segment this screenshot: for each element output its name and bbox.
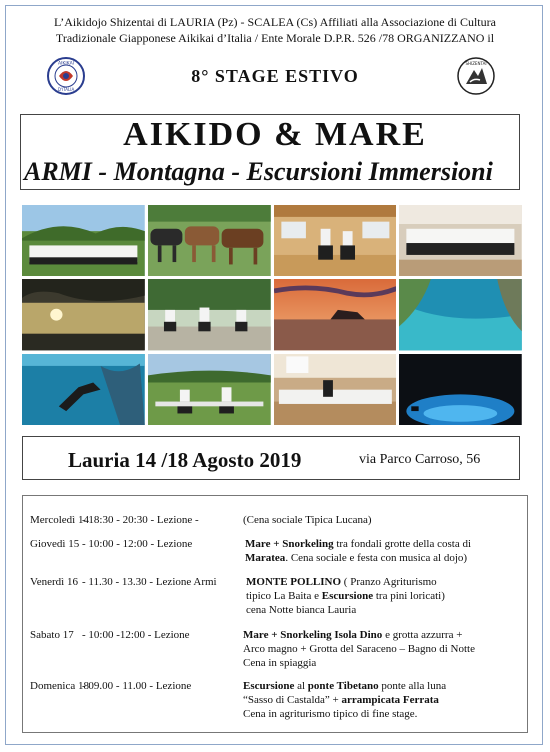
- schedule-time: - 09.00 - 11.00 - Lezione: [82, 680, 192, 692]
- schedule-detail-text: tipico La Baita e: [246, 590, 322, 602]
- photo-grid: [22, 205, 522, 425]
- schedule-detail-line: [243, 513, 372, 527]
- header-line-1: L’Aikidojo Shizentai di LAURIA (Pz) - SCALEA (Cs) Affiliati alla Associazione di Cultura: [54, 15, 496, 29]
- photo-turquoise-sea: [399, 279, 522, 350]
- schedule-detail-text: “Sasso di Castalda” +: [243, 694, 342, 706]
- schedule-detail-highlight: Escursione: [243, 680, 295, 692]
- photo-dojo-seated: [274, 354, 397, 425]
- header: [0, 14, 550, 46]
- schedule-day: Mercoledì 14: [30, 514, 89, 526]
- schedule-detail-highlight: Maratea: [245, 552, 286, 564]
- schedule-detail-line: [243, 628, 462, 642]
- subtitle: ARMI - Montagna - Escursioni Immersioni: [24, 157, 493, 186]
- schedule-detail-highlight: Mare + Snorkeling Isola Dino: [243, 629, 383, 641]
- schedule-detail-line: [243, 656, 316, 670]
- schedule-detail-text: (Cena sociale Tipica Lucana): [243, 514, 372, 526]
- schedule-day: Domenica 18: [30, 680, 89, 692]
- schedule-detail-text: tra fondali grotte della costa di: [333, 538, 472, 550]
- schedule-detail-text: Cena in spiaggia: [243, 657, 317, 669]
- photo-sword-practice: [274, 205, 397, 276]
- schedule-detail-text: cena Notte bianca Lauria: [246, 604, 357, 616]
- schedule-detail-line: [245, 551, 467, 565]
- photo-sunset-pines: [22, 279, 145, 350]
- schedule-detail-highlight: Mare + Snorkeling: [245, 538, 334, 550]
- logo-left-bottom-text: D'ITALIA: [57, 87, 75, 92]
- schedule-detail-text: Cena in agriturismo tipico di fine stage.: [243, 708, 418, 720]
- schedule-detail-line: [246, 589, 445, 603]
- schedule-detail-line: [243, 693, 439, 707]
- schedule-time: - 10:00 -12:00 - Lezione: [82, 629, 190, 641]
- photo-sea-cave: [399, 354, 522, 425]
- photo-underwater-diver: [22, 354, 145, 425]
- schedule-detail-text: . Cena sociale e festa con musica al dojo): [285, 552, 468, 564]
- schedule-detail-highlight: ponte Tibetano: [307, 680, 379, 692]
- event-address: via Parco Carroso, 56: [359, 452, 481, 467]
- schedule-detail-line: [243, 707, 417, 721]
- schedule-detail-line: [246, 603, 356, 617]
- schedule-detail-line: [243, 642, 475, 656]
- photo-horses: [148, 205, 271, 276]
- schedule-time: - 18:30 - 20:30 - Lezione -: [82, 514, 199, 526]
- schedule-day: Venerdì 16: [30, 576, 78, 588]
- schedule-detail-line: [243, 679, 446, 693]
- schedule-detail-line: [245, 537, 471, 551]
- schedule-detail-text: ponte alla luna: [378, 680, 447, 692]
- event-date: Lauria 14 /18 Agosto 2019: [68, 448, 302, 472]
- logo-left-top-text: AIKIKAI: [58, 61, 74, 67]
- schedule-detail-highlight: Escursione: [321, 590, 374, 602]
- schedule-detail-highlight: MONTE POLLINO: [246, 576, 342, 588]
- header-line-2: Tradizionale Giapponese Aikikai d’Italia / Ente Morale D.P.R. 526 /78 ORGANIZZANO il: [55, 31, 495, 45]
- schedule-time: - 11.30 - 13.30 - Lezione Armi: [82, 576, 217, 588]
- schedule-time: - 10:00 - 12:00 - Lezione: [82, 538, 193, 550]
- photo-sea-sunset-island: [274, 279, 397, 350]
- schedule-day: Sabato 17: [30, 629, 74, 641]
- schedule-day: Giovedì 15: [30, 538, 80, 550]
- schedule-detail-line: [246, 575, 437, 589]
- photo-meadow-training: [148, 354, 271, 425]
- schedule-detail-text: e grotta azzurra +: [382, 629, 463, 641]
- photo-outdoor-training: [148, 279, 271, 350]
- logo-right-text: SHIZENTAI: [465, 61, 487, 66]
- stage-title: 8° STAGE ESTIVO: [191, 66, 359, 86]
- schedule-detail-text: al: [294, 680, 308, 692]
- schedule-detail-text: Arco magno + Grotta del Saraceno – Bagno di Notte: [243, 643, 475, 655]
- photo-dojo-group: [399, 205, 522, 276]
- schedule-detail-text: tra pini loricati): [373, 590, 445, 602]
- photo-group-outdoor: [22, 205, 145, 276]
- schedule-detail-highlight: arrampicata Ferrata: [341, 694, 439, 706]
- main-title: AIKIDO & MARE: [123, 116, 427, 153]
- schedule-detail-text: ( Pranzo Agriturismo: [341, 576, 437, 588]
